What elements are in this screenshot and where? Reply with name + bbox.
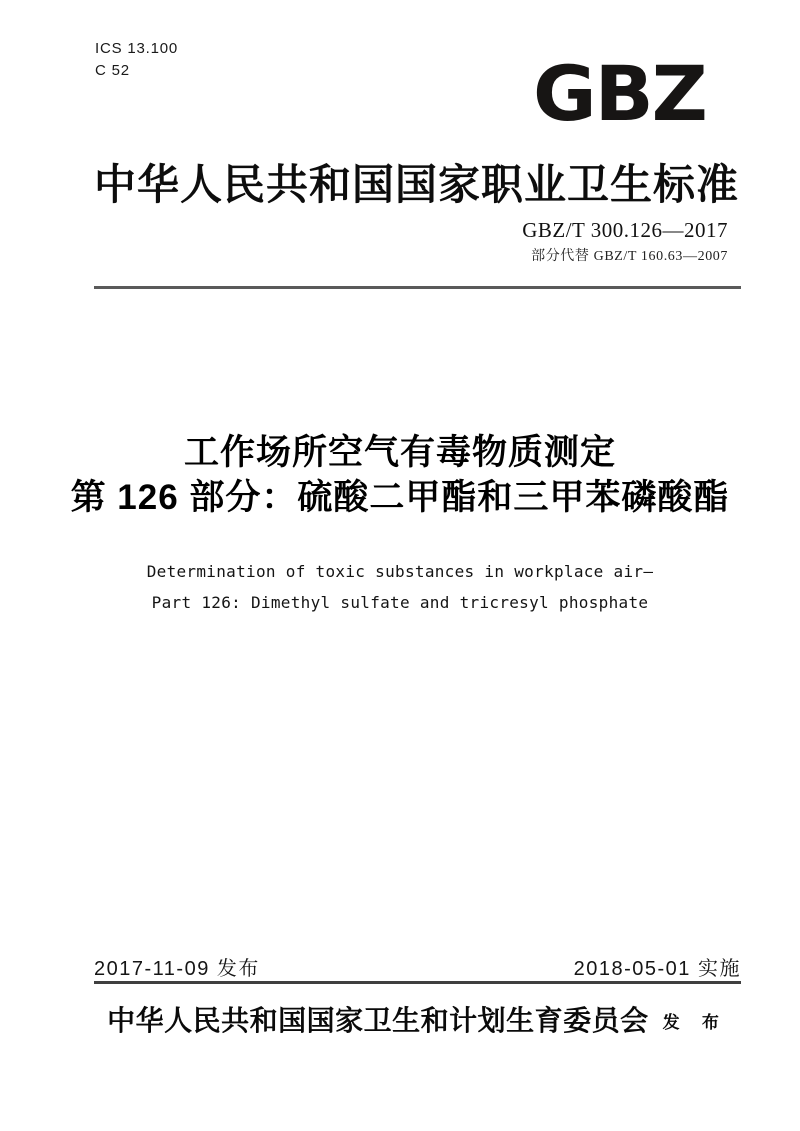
issuing-authority: 中华人民共和国国家卫生和计划生育委员会 bbox=[107, 1006, 649, 1037]
replaces-note: 部分代替 GBZ/T 160.63—2007 bbox=[531, 249, 728, 264]
dates-row bbox=[94, 952, 741, 981]
category-code: C 52 bbox=[95, 62, 130, 79]
issue-verb: 发 布 bbox=[662, 1013, 728, 1032]
issuer-row bbox=[94, 999, 741, 1039]
document-title-en bbox=[0, 556, 800, 618]
title-en-line1: Determination of toxic substances in workplace air— bbox=[146, 562, 654, 581]
gbz-logo: GBZ bbox=[533, 49, 706, 138]
title-en-line2: Part 126: Dimethyl sulfate and tricresyl phosphate bbox=[151, 593, 649, 612]
implement-date: 2018-05-01 实施 bbox=[573, 958, 741, 980]
document-title-cn bbox=[0, 430, 800, 520]
classification-block bbox=[95, 38, 178, 82]
standard-number: GBZ/T 300.126—2017 bbox=[522, 218, 728, 242]
header-rule bbox=[94, 286, 741, 289]
footer-rule bbox=[94, 981, 741, 984]
standard-type-title: 中华人民共和国国家职业卫生标准 bbox=[94, 161, 740, 208]
title-cn-line1: 工作场所空气有毒物质测定 bbox=[183, 433, 616, 472]
issue-date: 2017-11-09 发布 bbox=[94, 958, 260, 980]
ics-code: ICS 13.100 bbox=[95, 40, 179, 57]
title-cn-line2: 第 126 部分：硫酸二甲酯和三甲苯磷酸酯 bbox=[70, 478, 730, 517]
